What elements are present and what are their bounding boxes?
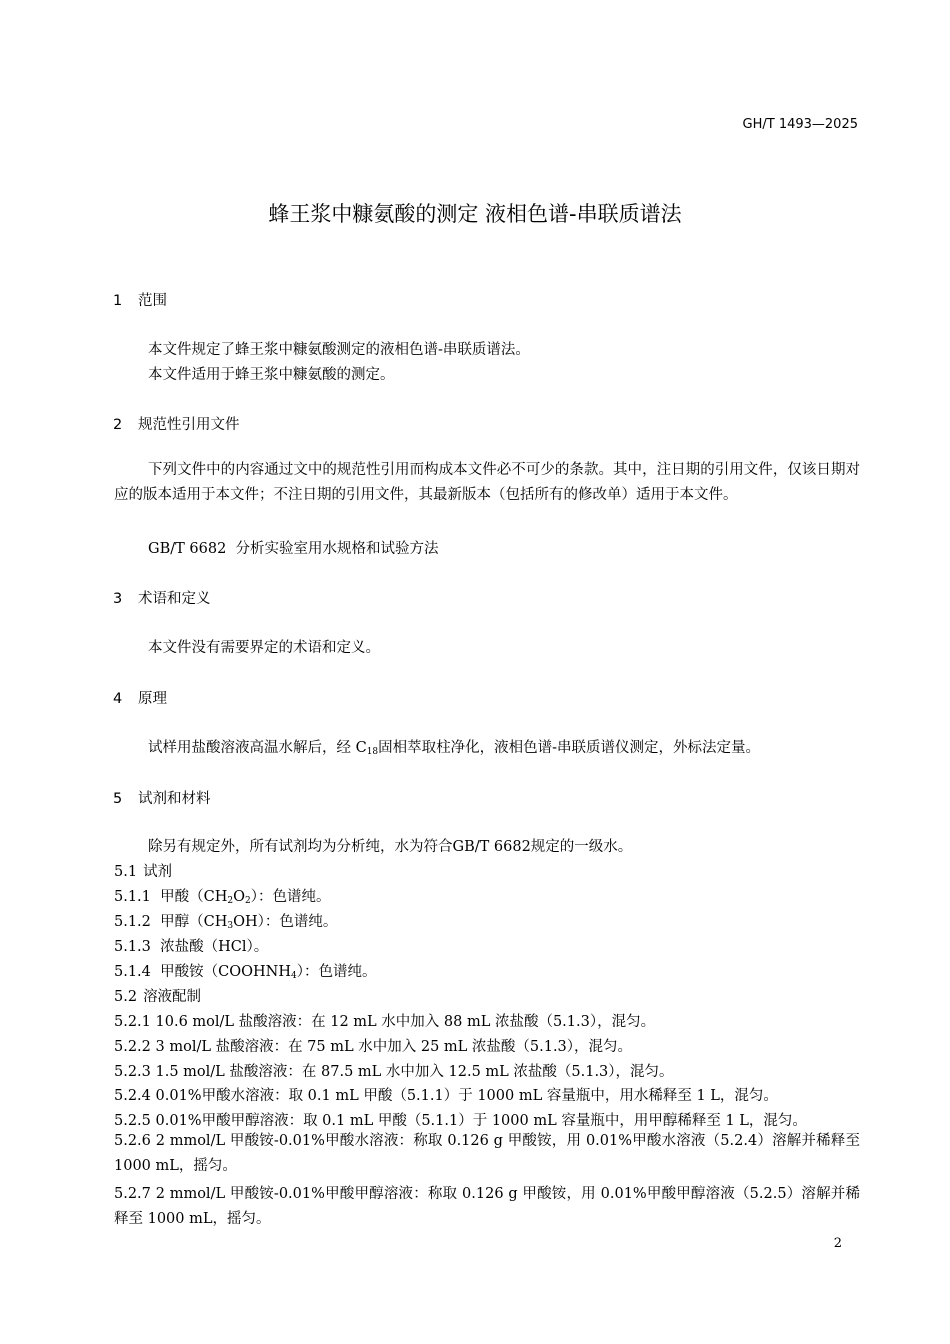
item-5-1-3 (114, 935, 268, 956)
text-part: 固相萃取柱净化，液相色谱-串联质谱仪测定，外标法定量。 (378, 740, 761, 756)
item-number: 5.1.2 (114, 914, 151, 930)
subsection-title: 试剂 (143, 864, 173, 880)
section-3-heading (113, 587, 211, 608)
section-1-paragraph-1: 本文件规定了蜂王浆中糠氨酸测定的液相色谱-串联质谱法。 (148, 342, 530, 358)
section-number: 1 (113, 293, 123, 309)
section-5-heading (113, 787, 211, 808)
text-part: 甲酸（CH (160, 889, 228, 905)
reference-code: GB/T 6682 (148, 541, 227, 557)
item-5-1-1 (114, 885, 330, 906)
item-5-2-5: 5.2.5 0.01%甲酸甲醇溶液：取 0.1 mL 甲酸（5.1.1）于 1000 mL 容量瓶中，用甲醇稀释至 1 L，混匀。 (114, 1113, 807, 1129)
subsection-number: 5.2 (114, 989, 138, 1005)
section-title: 原理 (138, 691, 167, 707)
item-5-2-1: 5.2.1 10.6 mol/L 盐酸溶液：在 12 mL 水中加入 88 mL 浓盐酸（5.1.3），混匀。 (114, 1014, 656, 1030)
text-part: 试样用盐酸溶液高温水解后，经 C (148, 740, 367, 756)
item-5-1-4 (114, 960, 376, 981)
section-title: 范围 (138, 293, 167, 309)
subscript: 2 (245, 896, 251, 906)
reference-title: 分析实验室用水规格和试验方法 (235, 541, 439, 557)
item-5-2-2: 5.2.2 3 mol/L 盐酸溶液：在 75 mL 水中加入 25 mL 浓盐酸（5.1.3），混匀。 (114, 1039, 633, 1055)
section-number: 5 (113, 791, 123, 807)
item-text: 浓盐酸（HCl）。 (160, 939, 269, 955)
subsection-5-1-heading (114, 860, 172, 881)
normative-reference (148, 537, 439, 558)
document-code: GH/T 1493—2025 (742, 117, 858, 132)
section-title: 规范性引用文件 (138, 417, 240, 433)
section-4-paragraph-1 (148, 736, 760, 757)
section-2-heading (113, 413, 240, 434)
paragraph-text: 下列文件中的内容通过文中的规范性引用而构成本文件必不可少的条款。其中，注日期的引用文件，仅该日期对应的版本适用于本文件；不注日期的引用文件，其最新版本（包括所有的修改单）适用于本文件。 (114, 462, 860, 503)
text-part: ）：色谱纯。 (250, 889, 331, 905)
item-5-2-4: 5.2.4 0.01%甲酸水溶液：取 0.1 mL 甲酸（5.1.1）于 1000 mL 容量瓶中，用水稀释至 1 L，混匀。 (114, 1088, 778, 1104)
text-part: 甲醇（CH (160, 914, 228, 930)
subsection-title: 溶液配制 (143, 989, 202, 1005)
item-number: 5.1.4 (114, 964, 151, 980)
section-5-paragraph-1: 除另有规定外，所有试剂均为分析纯，水为符合GB/T 6682规定的一级水。 (148, 839, 633, 855)
text-part: ）：色谱纯。 (296, 964, 377, 980)
section-title: 术语和定义 (138, 591, 211, 607)
text-part: OH）：色谱纯。 (233, 914, 338, 930)
section-4-heading (113, 687, 167, 708)
document-title: 蜂王浆中糠氨酸的测定 液相色谱-串联质谱法 (268, 202, 682, 226)
item-number: 5.1.3 (114, 939, 151, 955)
subscript: 4 (290, 971, 297, 981)
subscript: 3 (227, 921, 234, 931)
section-number: 3 (113, 591, 123, 607)
text-part: O (233, 889, 245, 905)
subsection-5-2-heading (114, 985, 201, 1006)
section-2-paragraph-1 (114, 458, 860, 508)
section-title: 试剂和材料 (138, 791, 211, 807)
subscript: 18 (366, 747, 379, 757)
section-number: 4 (113, 691, 123, 707)
item-5-2-7: 5.2.7 2 mmol/L 甲酸铵-0.01%甲酸甲醇溶液：称取 0.126 g 甲酸铵，用 0.01%甲酸甲醇溶液（5.2.5）溶解并稀释至 1000 mL，摇匀。 (114, 1186, 860, 1227)
item-5-1-2 (114, 910, 337, 931)
item-5-2-3: 5.2.3 1.5 mol/L 盐酸溶液：在 87.5 mL 水中加入 12.5 mL 浓盐酸（5.1.3），混匀。 (114, 1064, 674, 1080)
section-3-paragraph-1: 本文件没有需要界定的术语和定义。 (148, 640, 380, 656)
section-1-heading (113, 289, 167, 310)
section-1-paragraph-2: 本文件适用于蜂王浆中糠氨酸的测定。 (148, 367, 395, 383)
page-number: 2 (833, 1236, 842, 1251)
subscript: 2 (227, 896, 234, 906)
item-number: 5.1.1 (114, 889, 151, 905)
subsection-number: 5.1 (114, 864, 138, 880)
item-5-2-6: 5.2.6 2 mmol/L 甲酸铵-0.01%甲酸水溶液：称取 0.126 g 甲酸铵，用 0.01%甲酸水溶液（5.2.4）溶解并稀释至 1000 mL，摇匀。 (114, 1133, 860, 1174)
section-number: 2 (113, 417, 123, 433)
text-part: 甲酸铵（COOHNH (160, 964, 291, 980)
